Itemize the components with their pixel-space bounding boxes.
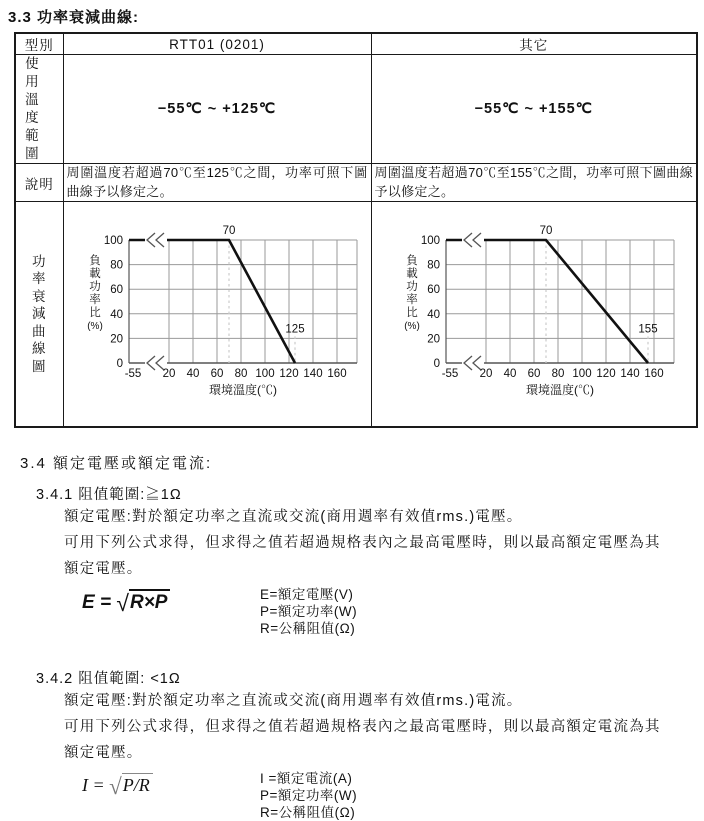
svg-text:160: 160: [644, 367, 664, 380]
svg-text:20: 20: [110, 332, 123, 345]
section-3-4-heading: 3.4 額定電壓或額定電流:: [20, 455, 213, 472]
derating-table: [14, 32, 698, 428]
svg-text:70: 70: [222, 224, 236, 237]
svg-text:70: 70: [539, 224, 553, 237]
formula-lhs: E: [82, 592, 95, 613]
rtt01-description: 周圍溫度若超過70℃至125℃之間，功率可照下圖曲線予以修定之。: [66, 165, 368, 199]
svg-text:負: 負: [89, 254, 101, 267]
body-line: 額定電壓:對於額定功率之直流或交流(商用週率有效值rms.)電壓。: [64, 509, 523, 525]
section-3-3-heading: 3.3 功率衰減曲線:: [8, 9, 140, 26]
rtt01-chart-cell: [63, 202, 371, 428]
svg-text:140: 140: [303, 367, 323, 380]
body-line: 可用下列公式求得，但求得之值若超過規格表內之最高電壓時，則以最高額定電流為其: [64, 719, 661, 735]
svg-text:負: 負: [406, 254, 418, 267]
curve-row-label-cell: [15, 202, 63, 428]
temperature-range-label-cell: [15, 55, 63, 164]
curve-row: [15, 202, 697, 428]
current-formula-definitions: [260, 770, 357, 821]
description-label: 說明: [15, 164, 63, 202]
svg-text:80: 80: [551, 367, 565, 380]
svg-text:-55: -55: [124, 367, 142, 380]
rated-voltage-formula: [82, 586, 214, 617]
description-row: [15, 164, 697, 202]
svg-text:40: 40: [503, 367, 517, 380]
section-3-4: [20, 452, 704, 821]
rated-current-formula: [82, 770, 214, 800]
svg-text:100: 100: [420, 234, 440, 247]
radical-sign: √: [116, 590, 129, 616]
svg-text:功: 功: [406, 280, 418, 293]
svg-text:120: 120: [279, 367, 299, 380]
svg-text:60: 60: [110, 283, 123, 296]
derating-chart-rtt01: [67, 220, 367, 404]
svg-text:載: 載: [89, 267, 101, 280]
svg-text:20: 20: [162, 367, 176, 380]
svg-text:功: 功: [89, 280, 101, 293]
svg-text:40: 40: [426, 308, 440, 321]
other-temperature-range: −55℃ ~ +155℃: [371, 55, 697, 164]
body-line: 可用下列公式求得，但求得之值若超過規格表內之最高電壓時，則以最高額定電壓為其: [64, 535, 661, 551]
svg-text:20: 20: [479, 367, 493, 380]
body-line: 額定電壓。: [64, 561, 143, 577]
svg-text:160: 160: [327, 367, 347, 380]
svg-text:-55: -55: [441, 367, 459, 380]
formula-radicand: P/R: [122, 773, 153, 795]
curve-row-label: 功率衰減曲線圖: [32, 253, 47, 374]
svg-text:140: 140: [620, 367, 640, 380]
formula-equals: =: [92, 775, 105, 795]
voltage-formula-definitions: [260, 586, 357, 637]
def-line: I =額定電流(A): [260, 771, 353, 786]
radical-sign: √: [109, 774, 122, 799]
svg-text:(%): (%): [403, 320, 420, 332]
svg-text:100: 100: [255, 367, 275, 380]
svg-text:20: 20: [426, 332, 440, 345]
section-3-4-1-heading: 3.4.1 阻值範圍:≧1Ω: [36, 487, 182, 503]
svg-text:120: 120: [596, 367, 616, 380]
def-line: R=公稱阻值(Ω): [260, 805, 356, 820]
svg-text:40: 40: [186, 367, 200, 380]
svg-text:100: 100: [572, 367, 592, 380]
type-header-cell: 型別: [15, 33, 63, 55]
def-line: P=額定功率(W): [260, 788, 358, 803]
svg-text:0: 0: [433, 357, 440, 370]
def-line: R=公稱阻值(Ω): [260, 621, 356, 636]
svg-text:40: 40: [110, 308, 123, 321]
model-other-header-cell: 其它: [371, 33, 697, 55]
formula-radicand: R×P: [129, 589, 171, 613]
formula-equals: =: [99, 592, 112, 613]
svg-text:環境溫度(℃): 環境溫度(℃): [209, 382, 277, 397]
section-3-4-1: [36, 483, 704, 637]
def-line: E=額定電壓(V): [260, 587, 354, 602]
body-line: 額定電壓:對於額定功率之直流或交流(商用週率有效值rms.)電流。: [64, 693, 523, 709]
derating-chart-other: [384, 220, 684, 404]
formula-row-voltage: [56, 586, 704, 637]
svg-text:0: 0: [116, 357, 123, 370]
other-description: 周圍溫度若超過70℃至155℃之間，功率可照下圖曲線予以修定之。: [374, 165, 693, 199]
svg-text:60: 60: [527, 367, 541, 380]
table-header-row: [15, 33, 697, 55]
formula-lhs: I: [82, 775, 88, 795]
rtt01-description-cell: [63, 164, 371, 202]
svg-text:環境溫度(℃): 環境溫度(℃): [525, 382, 594, 397]
svg-text:125: 125: [285, 322, 305, 335]
svg-text:(%): (%): [87, 320, 103, 332]
model-rtt01-header-cell: RTT01 (0201): [63, 33, 371, 55]
svg-text:80: 80: [234, 367, 248, 380]
rtt01-temperature-range: −55℃ ~ +125℃: [63, 55, 371, 164]
svg-text:率: 率: [89, 293, 101, 306]
svg-text:比: 比: [89, 306, 101, 319]
svg-text:載: 載: [406, 267, 418, 280]
svg-text:155: 155: [638, 322, 658, 335]
def-line: P=額定功率(W): [260, 604, 358, 619]
svg-text:80: 80: [110, 259, 123, 272]
other-chart-cell: [371, 202, 697, 428]
body-line: 額定電壓。: [64, 745, 143, 761]
section-3-4-2: [36, 667, 704, 821]
datasheet-page: [0, 6, 704, 820]
section-3-4-2-heading: 3.4.2 阻值範圍: <1Ω: [36, 671, 181, 687]
other-description-cell: [371, 164, 697, 202]
svg-text:60: 60: [210, 367, 224, 380]
temperature-range-row: [15, 55, 697, 164]
svg-text:100: 100: [103, 234, 123, 247]
svg-text:60: 60: [426, 283, 440, 296]
formula-row-current: [56, 770, 704, 821]
temperature-range-label: 使用溫度範圍: [25, 56, 40, 161]
svg-text:80: 80: [426, 259, 440, 272]
svg-text:比: 比: [406, 306, 418, 319]
svg-text:率: 率: [406, 293, 418, 306]
